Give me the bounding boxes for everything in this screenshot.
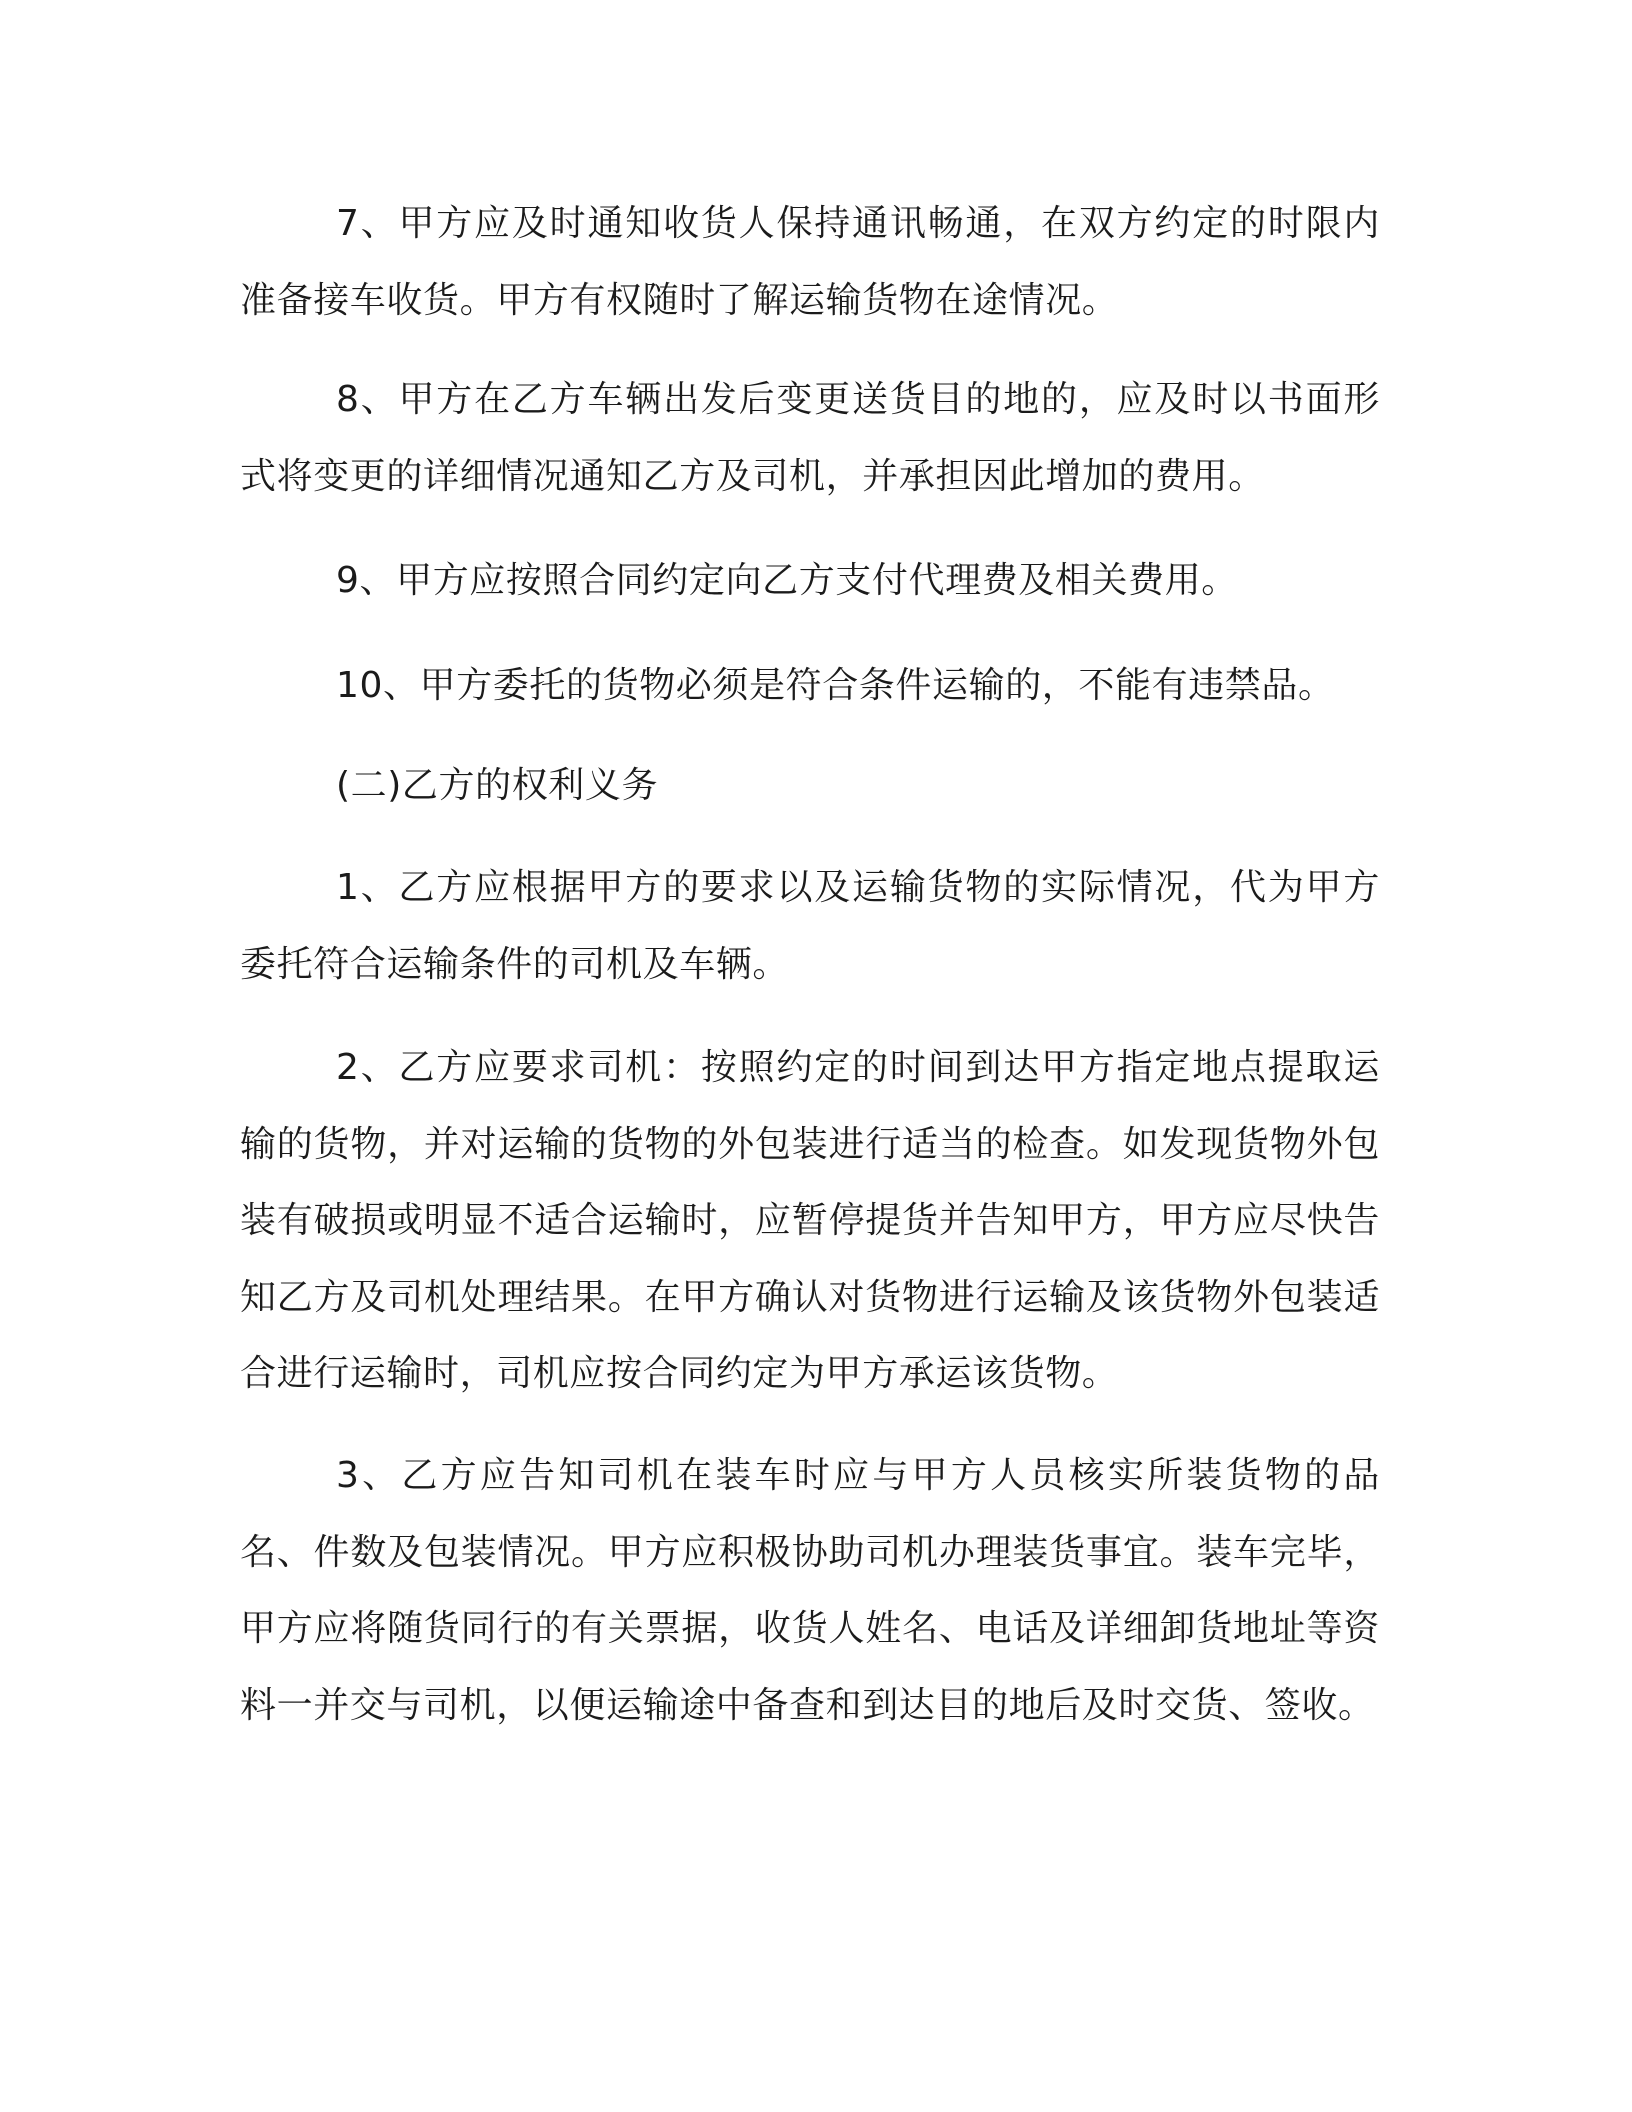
- paragraph-item-b1: 1、乙方应根据甲方的要求以及运输货物的实际情况，代为甲方委托符合运输条件的司机及车辆。: [240, 867, 1380, 985]
- paragraph-item-b2: 2、乙方应要求司机：按照约定的时间到达甲方指定地点提取运输的货物，并对运输的货物的外包装进行适当的检查。如发现货物外包装有破损或明显不适合运输时，应暂停提货并告知甲方，甲方应尽快告知乙方及司机处理结果。在甲方确认对货物进行运输及该货物外包装适合进行运输时，司机应按合同约定为甲方承运该货物。: [240, 1047, 1380, 1394]
- paragraph-item-7: 7、甲方应及时通知收货人保持通讯畅通，在双方约定的时限内准备接车收货。甲方有权随时了解运输货物在途情况。: [240, 203, 1380, 321]
- paragraph-item-9: 9、甲方应按照合同约定向乙方支付代理费及相关费用。: [336, 560, 1238, 601]
- paragraph-item-b3: 3、乙方应告知司机在装车时应与甲方人员核实所装货物的品名、件数及包装情况。甲方应积极协助司机办理装货事宜。装车完毕，甲方应将随货同行的有关票据，收货人姓名、电话及详细卸货地址等资料一并交与司机，以便运输途中备查和到达目的地后及时交货、签收。: [240, 1455, 1380, 1726]
- paragraph-item-8: 8、甲方在乙方车辆出发后变更送货目的地的，应及时以书面形式将变更的详细情况通知乙方及司机，并承担因此增加的费用。: [240, 379, 1380, 497]
- section-heading-party-b: (二)乙方的权利义务: [336, 765, 659, 806]
- paragraph-item-10: 10、甲方委托的货物必须是符合条件运输的，不能有违禁品。: [336, 665, 1335, 706]
